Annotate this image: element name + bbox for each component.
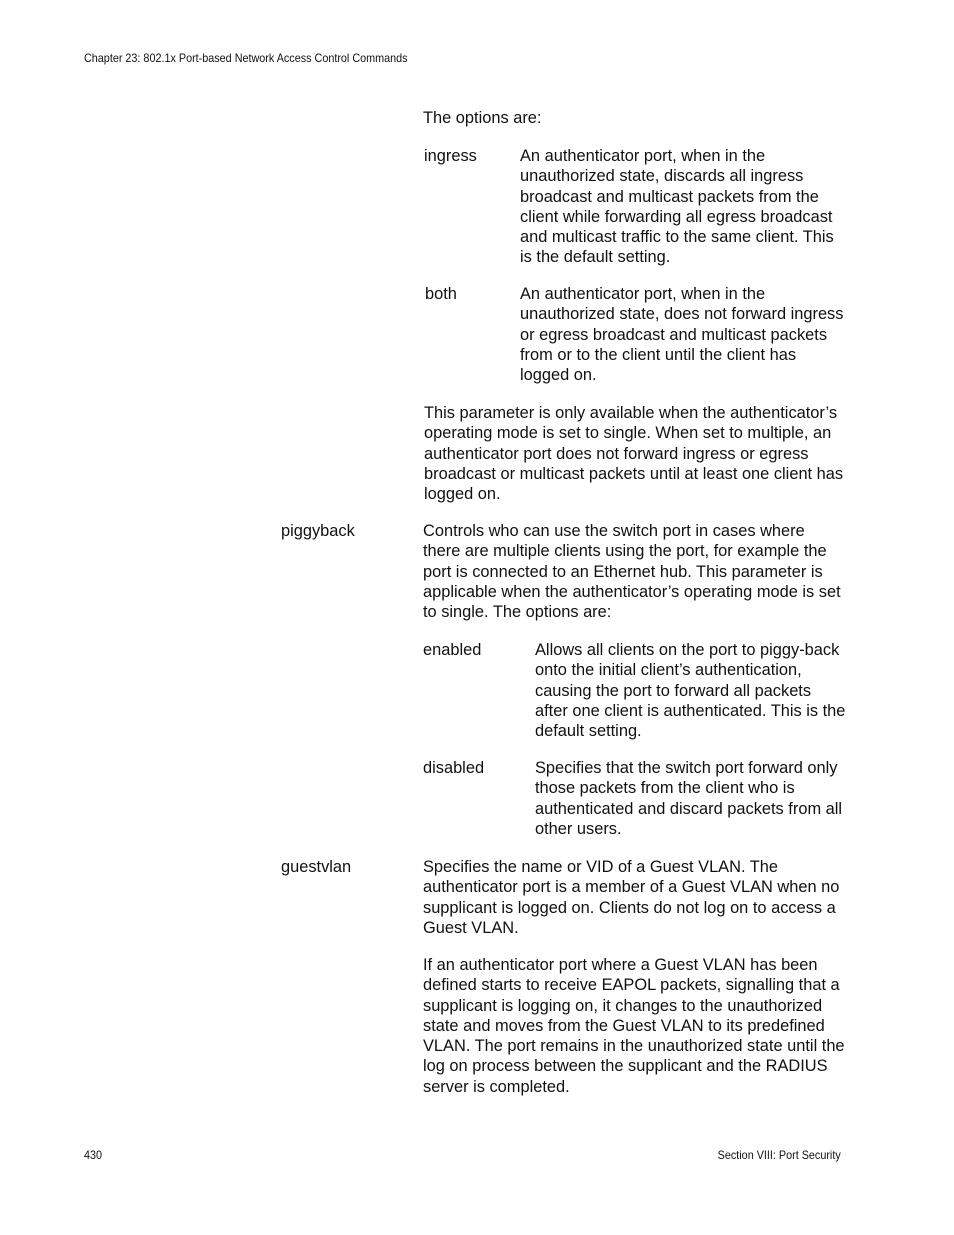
running-header: Chapter 23: 802.1x Port-based Network Access Control Commands [84, 51, 408, 65]
param-desc-piggyback: Controls who can use the switch port in cases where there are multiple clients using the port, for example the port is connected to an Ethernet hub. This parameter is applicable when the authenticator’s operating mode is set to single. The options are: [423, 522, 841, 622]
option-term-disabled: disabled [423, 759, 485, 777]
option-desc-enabled: Allows all clients on the port to piggy-back onto the initial client’s authentication, causing the port to forward all packets after one client is authenticated. This is the default setting. [535, 641, 846, 741]
options-intro: The options are: [423, 109, 542, 127]
option-desc-ingress: An authenticator port, when in the unauthorized state, discards all ingress broadcast and multicast packets from the client while forwarding all egress broadcast and multicast traffic to the same client. This is the default setting. [520, 147, 834, 267]
option-desc-both: An authenticator port, when in the unauthorized state, does not forward ingress or egress broadcast and multicast packets from or to the client until the client has logged on. [520, 285, 844, 385]
running-footer-section: Section VIII: Port Security [717, 1148, 841, 1162]
option-term-both: both [425, 285, 457, 303]
option-term-enabled: enabled [423, 641, 482, 659]
option-desc-disabled: Specifies that the switch port forward only those packets from the client who is authenticated and discard packets from all other users. [535, 759, 843, 838]
option-term-ingress: ingress [424, 147, 477, 165]
param-desc-guestvlan: Specifies the name or VID of a Guest VLAN. The authenticator port is a member of a Guest VLAN when no supplicant is logged on. Clients do not log on to access a Guest VLAN. [423, 858, 840, 937]
availability-note: This parameter is only available when the authenticator’s operating mode is set to single. When set to multiple, an authenticator port does not forward ingress or egress broadcast or multicast packets until at least one client has logged on. [424, 404, 844, 504]
page-number: 430 [84, 1148, 103, 1162]
param-desc-guestvlan-detail: If an authenticator port where a Guest VLAN has been defined starts to receive EAPOL packets, signalling that a supplicant is logging on, it changes to the unauthorized state and moves from the Guest VLAN to its predefined VLAN. The port remains in the unauthorized state until the log on process between the supplicant and the RADIUS server is completed. [423, 956, 845, 1096]
param-term-guestvlan: guestvlan [281, 858, 352, 876]
param-term-piggyback: piggyback [281, 522, 355, 540]
